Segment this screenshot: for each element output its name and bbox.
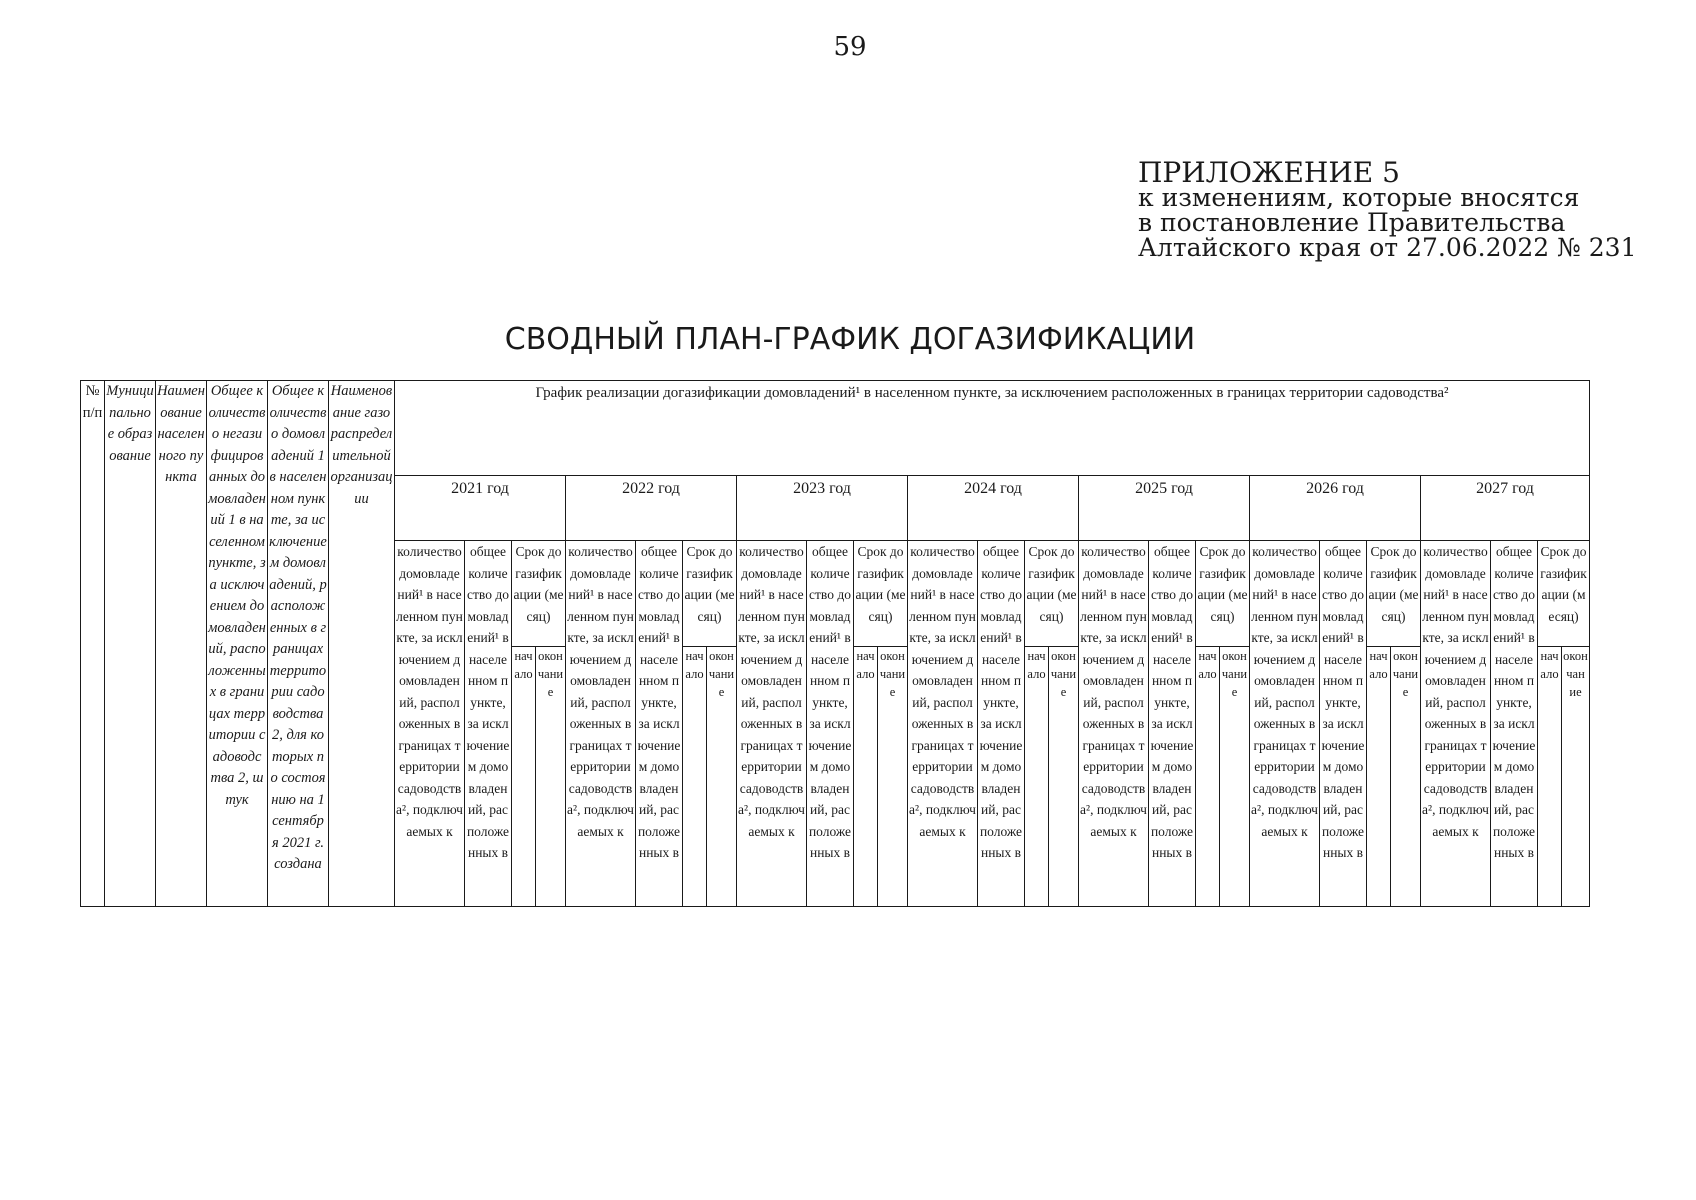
term-end-2025: окончание: [1220, 647, 1250, 907]
sub-total-2023: общее количество домовладений¹ в населенном пункте, за исключением домовладений, расположенных в: [807, 541, 854, 907]
sub-term-2026: Срок догазификации (месяц): [1367, 541, 1421, 647]
sub-count-2027: количество домовладений¹ в населенном пункте, за исключением домовладений, расположенных в границах территории садоводства², подключаемых к: [1421, 541, 1491, 907]
sub-count-2026: количество домовладений¹ в населенном пункте, за исключением домовладений, расположенных в границах территории садоводства², подключаемых к: [1250, 541, 1320, 907]
header-gas-org: Наименование газораспределительной организации: [329, 381, 395, 907]
header-total-households: Общее количество домовладений 1 в населенном пункте, за исключением домовладений, расположенных в границах территории садоводства 2, для которых по состоянию на 1 сентября 2021 г. создана: [268, 381, 329, 907]
appendix-line-3: Алтайского края от 27.06.2022 № 231: [1138, 233, 1637, 262]
year-2023: 2023 год: [737, 476, 908, 541]
appendix-line-1: к изменениям, которые вносятся: [1138, 183, 1580, 212]
sub-count-2025: количество домовладений¹ в населенном пункте, за исключением домовладений, расположенных в границах территории садоводства², подключаемых к: [1079, 541, 1149, 907]
header-settlement: Наименование населенного пункта: [156, 381, 207, 907]
year-2027: 2027 год: [1421, 476, 1590, 541]
term-end-2023: окончание: [878, 647, 908, 907]
term-start-2024: начало: [1025, 647, 1049, 907]
term-start-2025: начало: [1196, 647, 1220, 907]
sub-term-2022: Срок догазификации (месяц): [683, 541, 737, 647]
sub-total-2022: общее количество домовладений¹ в населенном пункте, за исключением домовладений, расположенных в: [636, 541, 683, 907]
sub-term-2027: Срок догазификации (месяц): [1538, 541, 1590, 647]
sub-term-2024: Срок догазификации (месяц): [1025, 541, 1079, 647]
document-title: СВОДНЫЙ ПЛАН-ГРАФИК ДОГАЗИФИКАЦИИ: [504, 322, 1196, 357]
header-num: № п/п: [81, 381, 105, 907]
header-municipality: Муниципальное образование: [105, 381, 156, 907]
term-start-2021: начало: [512, 647, 536, 907]
year-2022: 2022 год: [566, 476, 737, 541]
sub-total-2027: общее количество домовладений¹ в населенном пункте, за исключением домовладений, расположенных в: [1491, 541, 1538, 907]
sub-count-2023: количество домовладений¹ в населенном пункте, за исключением домовладений, расположенных в границах территории садоводства², подключаемых к: [737, 541, 807, 907]
year-2025: 2025 год: [1079, 476, 1250, 541]
sub-total-2024: общее количество домовладений¹ в населенном пункте, за исключением домовладений, расположенных в: [978, 541, 1025, 907]
term-end-2027: окончание: [1562, 647, 1590, 907]
sub-term-2023: Срок догазификации (месяц): [854, 541, 908, 647]
sub-count-2021: количество домовладений¹ в населенном пункте, за исключением домовладений, расположенных в границах территории садоводства², подключаемых к: [395, 541, 465, 907]
term-start-2022: начало: [683, 647, 707, 907]
term-end-2026: окончание: [1391, 647, 1421, 907]
term-end-2021: окончание: [536, 647, 566, 907]
sub-term-2025: Срок догазификации (месяц): [1196, 541, 1250, 647]
sub-total-2026: общее количество домовладений¹ в населенном пункте, за исключением домовладений, расположенных в: [1320, 541, 1367, 907]
term-end-2024: окончание: [1049, 647, 1079, 907]
sub-term-2021: Срок догазификации (месяц): [512, 541, 566, 647]
sub-count-2022: количество домовладений¹ в населенном пункте, за исключением домовладений, расположенных в границах территории садоводства², подключаемых к: [566, 541, 636, 907]
term-start-2027: начало: [1538, 647, 1562, 907]
appendix-block: [1138, 156, 1658, 262]
schedule-header: График реализации догазификации домовладений¹ в населенном пункте, за исключением расположенных в границах территории садоводства²: [395, 381, 1590, 476]
year-2026: 2026 год: [1250, 476, 1421, 541]
header-total-ungasified: Общее количество негазифицированных домовладений 1 в населенном пункте, за исключением домовладений, расположенных в границах территории садоводства 2, штук: [207, 381, 268, 907]
sub-total-2021: общее количество домовладений¹ в населенном пункте, за исключением домовладений, расположенных в: [465, 541, 512, 907]
schedule-table: [80, 380, 1590, 907]
sub-total-2025: общее количество домовладений¹ в населенном пункте, за исключением домовладений, расположенных в: [1149, 541, 1196, 907]
term-start-2023: начало: [854, 647, 878, 907]
sub-count-2024: количество домовладений¹ в населенном пункте, за исключением домовладений, расположенных в границах территории садоводства², подключаемых к: [908, 541, 978, 907]
term-end-2022: окончание: [707, 647, 737, 907]
appendix-line-2: в постановление Правительства: [1138, 208, 1566, 237]
year-2021: 2021 год: [395, 476, 566, 541]
term-start-2026: начало: [1367, 647, 1391, 907]
page-number: 59: [833, 32, 867, 62]
appendix-title: ПРИЛОЖЕНИЕ 5: [1138, 156, 1400, 189]
year-2024: 2024 год: [908, 476, 1079, 541]
